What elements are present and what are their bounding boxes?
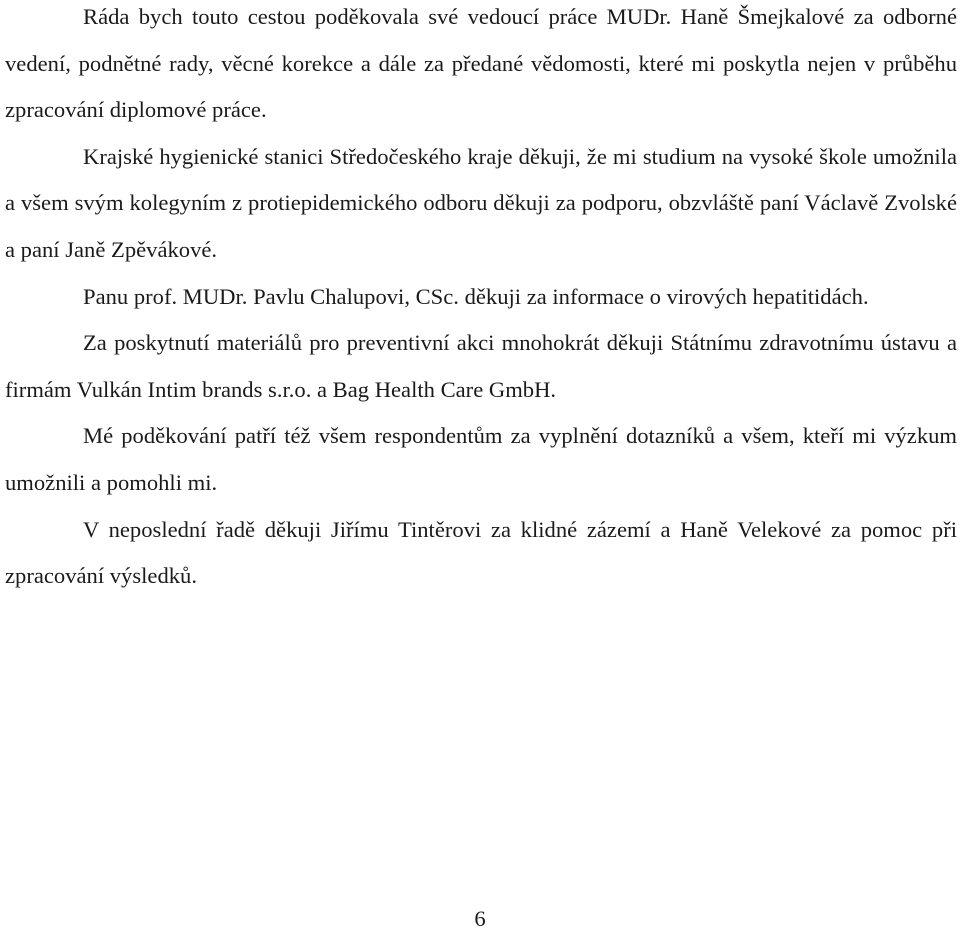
acknowledgements-page [5,0,957,600]
paragraph-thanks-hygiene-station: Krajské hygienické stanici Středočeského kraje děkuji, že mi studium na vysoké škole umožnila a všem svým kolegyním z protiepidemického odboru děkuji za podporu, obzvláště paní Václavě Zvolské a paní Janě Zpěvákové. [5,143,957,262]
paragraph-thanks-family: V neposlední řadě děkuji Jiřímu Tintěrovi za klidné zázemí a Haně Velekové za pomoc při zpracování výsledků. [5,516,957,589]
paragraph-thanks-supervisor: Ráda bych touto cestou poděkovala své vedoucí práce MUDr. Haně Šmejkalové za odborné vedení, podnětné rady, věcné korekce a dále za předané vědomosti, které mi poskytla nejen v průběhu zpracování diplomové práce. [5,4,957,123]
paragraph-thanks-materials: Za poskytnutí materiálů pro preventivní akci mnohokrát děkuji Státnímu zdravotnímu ústavu a firmám Vulkán Intim brands s.r.o. a Bag Health Care GmbH. [5,330,957,402]
page-number: 6 [474,906,486,931]
paragraph-thanks-professor: Panu prof. MUDr. Pavlu Chalupovi, CSc. děkuji za informace o virových hepatitidách. [83,283,869,309]
paragraph-thanks-respondents: Mé poděkování patří též všem respondentům za vyplnění dotazníků a všem, kteří mi výzkum umožnili a pomohli mi. [5,423,957,495]
